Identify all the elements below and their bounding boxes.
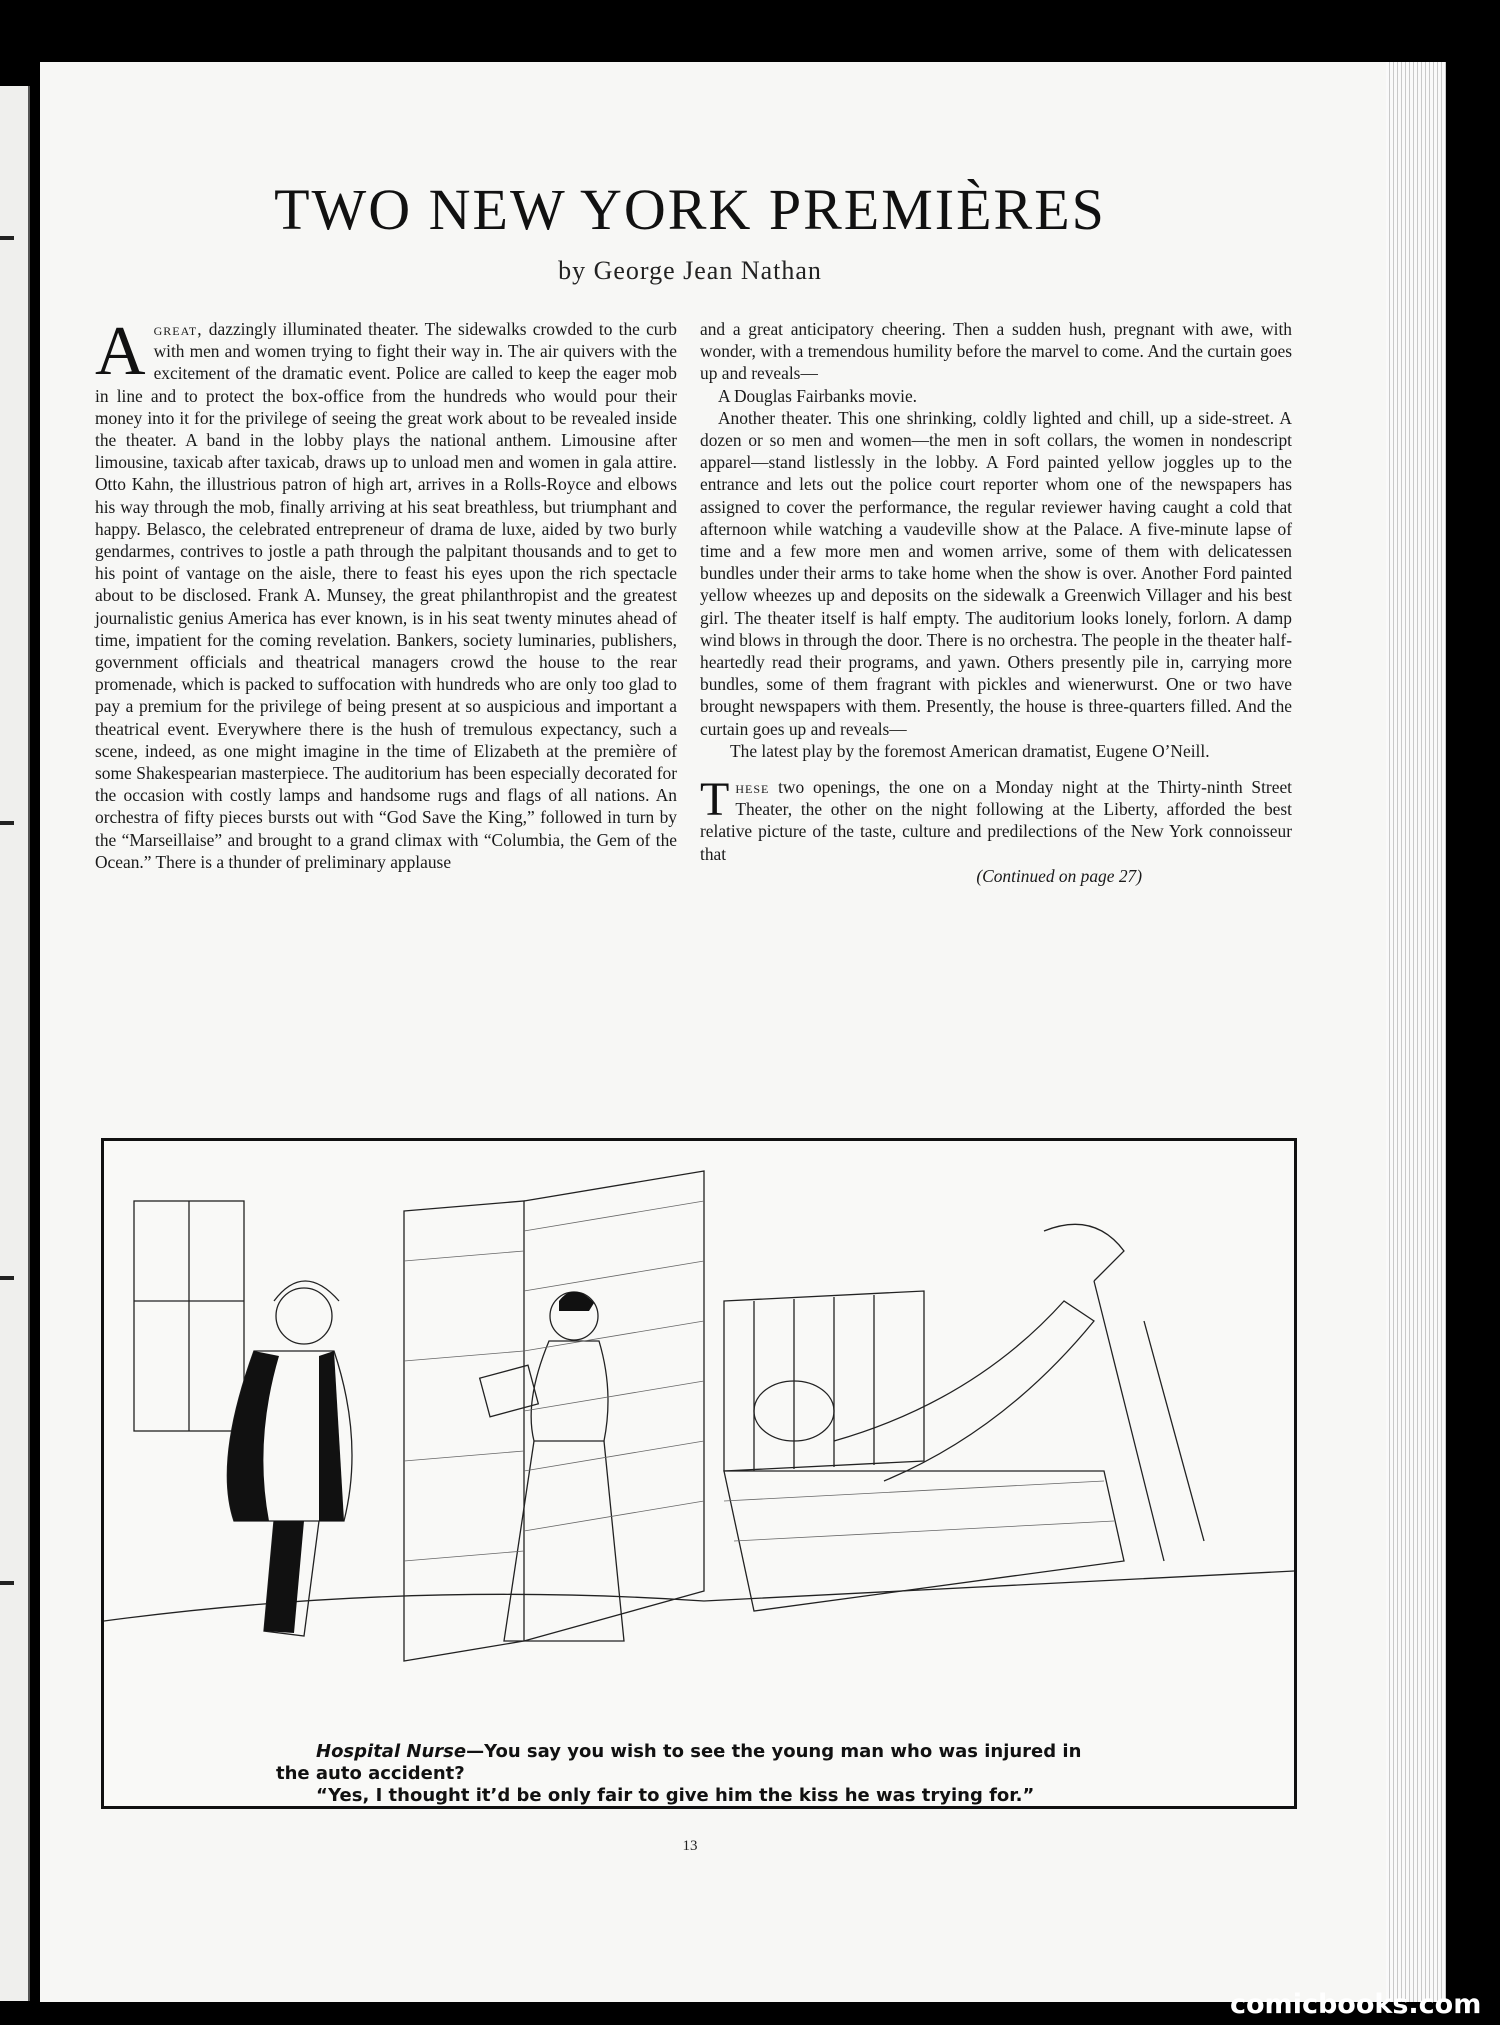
traction-sling [1044, 1224, 1124, 1281]
folding-screen-panel [524, 1171, 704, 1641]
article-title: TWO NEW YORK PREMIÈRES [274, 177, 1106, 242]
drop-cap: A [95, 313, 146, 390]
adjacent-page-edge [0, 86, 30, 2001]
caption-line: the auto accident? [276, 1763, 465, 1784]
nurse-apron [504, 1441, 624, 1641]
paragraph-text: dazzingly illuminated theater. The sidewalks crowded to the curb with men and women trying to fight their way in. The air quivers with the excitement of the dramatic event. Police are called to keep the eager mob in line and to protect the box-office from the hundreds who would pour their money into it for the privilege of seeing the great work about to be revealed inside the theater. A band in the lobby plays the national anthem. Limousine after limousine, taxicab after taxicab, draws up to unload men and women in gala attire. Otto Kahn, the illustrious patron of high art, arrives in a Rolls-Royce and elbows his way through the mob, finally arriving at his seat breathless, but triumphant and happy. Belasco, the celebrated entrepreneur of drama de luxe, aided by two burly gendarmes, contrives to jostle a path through the palpitant thousands and to get to his point of vantage on the aisle, there to feast his eyes upon the rich spectacle about to be disclosed. Frank A. Munsey, the great philanthropist and the greatest journalistic genius America has ever known, is in his seat twenty minutes ahead of time, impatient for the coming revelation. Bankers, society luminaries, publishers, government officials and theatrical managers crowd the house to the rear promenade, which is packed to suffocation with hundreds who are only too glad to pay a premium for the privilege of being present at so auspicious and important a theatrical event. Everywhere there is the hush of tremulous expectancy, such a scene, indeed, as one might imagine in the time of Elizabeth at the première of some Shakespearian masterpiece. The auditorium has been especially decorated for the occasion with costly lamps and handsome rugs and flags of all nations. An orchestra of fifty pieces bursts out with “God Save the King,” followed in turn by the “Marseillaise” and brought to a grand climax with “Columbia, the Gem of the Ocean.” There is a thunder of preliminary applause [95, 319, 677, 872]
nurse-bodice [531, 1341, 608, 1441]
article-column-right [700, 318, 1292, 887]
adjacent-page-rule [0, 1581, 14, 1585]
article-paragraph [700, 773, 1292, 865]
paragraph-text: two openings, the one on a Monday night at the Thirty-ninth Street Theater, the other on the night following at the Liberty, afforded the best relative picture of the taste, culture and predilections of the New York connoisseur that [700, 777, 1292, 864]
caption-line [104, 1741, 1294, 1763]
article-column-left [95, 313, 677, 873]
adjacent-page-rule [0, 1276, 14, 1280]
cartoon-illustration [101, 1138, 1297, 1809]
article-paragraph [95, 313, 677, 873]
patient-leg-in-traction [834, 1301, 1094, 1481]
article-paragraph: A Douglas Fairbanks movie. [718, 385, 918, 406]
cartoon-drawing [104, 1141, 1294, 1741]
adjacent-page-rule [0, 821, 14, 825]
section-break [700, 762, 1292, 776]
caption-text: —You say you wish to see the young man who was injured in [466, 1741, 1082, 1762]
folding-screen-panel [404, 1201, 524, 1661]
page-number: 13 [682, 1838, 698, 1854]
visitor-head [276, 1288, 332, 1344]
article-paragraph: Another theater. This one shrinking, coldly lighted and chill, up a side-street. A dozen or so men and women—the men in soft collars, the women in nondescript apparel—stand listlessly in the lobby. A Ford painted yellow joggles up to the entrance and lets out the police court reporter whom one of the newspapers has assigned to cover the performance, the regular reviewer having caught a cold that afternoon while watching a vaudeville show at the Palace. A five-minute lapse of time and a few more men and women arrive, some of them with delicatessen bundles under their arms to take home when the show is over. Another Ford painted yellow wheezes up and deposits on the sidewalk a Greenwich Villager and his best girl. The theater itself is half empty. The auditorium looks lonely, forlorn. A damp wind blows in through the door. There is no orchestra. The people in the theater half-heartedly read their programs, and yawn. Others presently pile in, carrying more bundles, some of them fragrant with pickles and wienerwurst. One or two have brought newspapers with them. Presently, the house is three-quarters filled. And the curtain goes up and reveals— [700, 407, 1292, 739]
book-page-edges [1386, 62, 1446, 2002]
drop-cap: T [700, 773, 730, 827]
article-paragraph: and a great anticipatory cheering. Then a sudden hush, pregnant with awe, with wonder, with a tremendous humility before the marvel to come. And the curtain goes up and reveals— [700, 319, 1292, 384]
continued-note: (Continued on page 27) [976, 865, 1142, 886]
site-watermark: comicbooks.com [1230, 1989, 1482, 2020]
caption-speaker: Hospital Nurse [316, 1741, 467, 1762]
lead-smallcaps: hese [735, 777, 770, 798]
nurse-clipboard [480, 1365, 539, 1417]
caption-line: “Yes, I thought it’d be only fair to give him the kiss he was trying for.” [316, 1785, 1035, 1806]
article-paragraph: The latest play by the foremost American dramatist, Eugene O’Neill. [730, 740, 1210, 761]
lead-smallcaps: great, [153, 319, 203, 339]
article-byline: by George Jean Nathan [558, 256, 822, 285]
adjacent-page-rule [0, 236, 14, 240]
cartoon-caption [104, 1741, 1294, 1807]
